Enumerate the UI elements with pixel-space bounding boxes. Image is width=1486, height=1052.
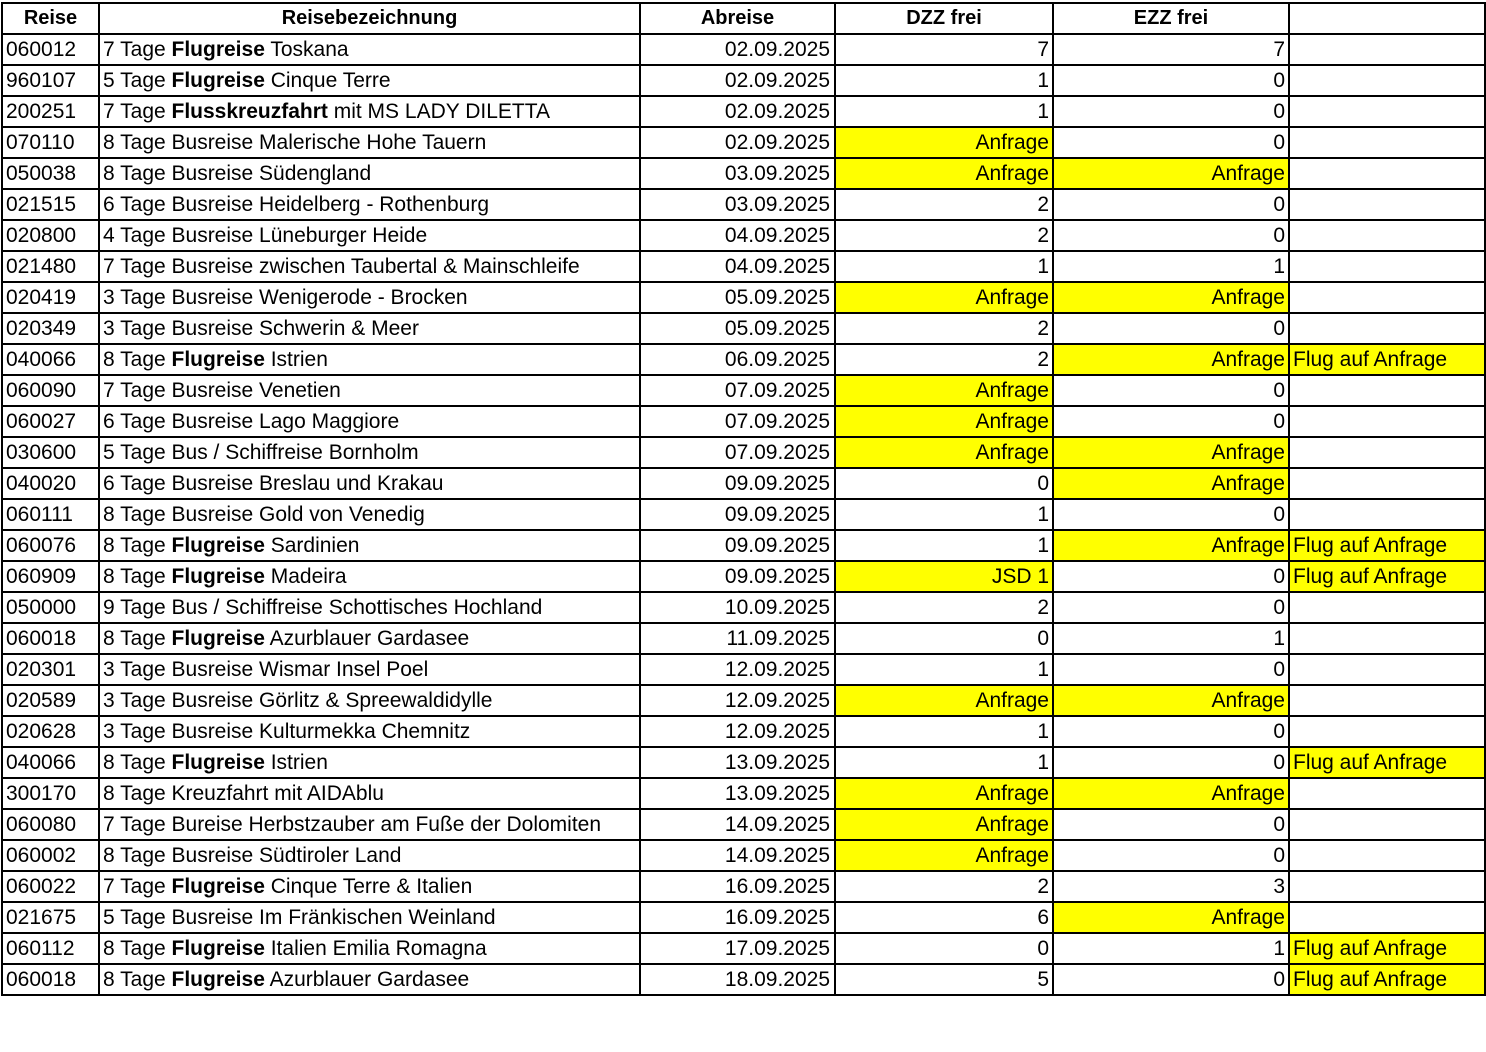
trip-id-cell: 060012 xyxy=(2,34,99,65)
table-row xyxy=(2,251,1485,282)
trip-description-cell xyxy=(99,189,640,220)
departure-date-cell: 02.09.2025 xyxy=(640,96,835,127)
header-dzz-frei: DZZ frei xyxy=(835,3,1053,34)
trip-id-cell: 021480 xyxy=(2,251,99,282)
trip-description-cell xyxy=(99,561,640,592)
ezz-free-cell: Anfrage xyxy=(1053,344,1289,375)
departure-date-cell: 11.09.2025 xyxy=(640,623,835,654)
flight-note-cell xyxy=(1289,251,1485,282)
description-text: 7 Tage Bureise Herbstzauber am Fuße der Dolomiten xyxy=(103,813,602,836)
flight-note-cell xyxy=(1289,158,1485,189)
dzz-free-cell: 2 xyxy=(835,189,1053,220)
description-travel-type: Flusskreuzfahrt xyxy=(171,100,328,123)
departure-date-cell: 09.09.2025 xyxy=(640,468,835,499)
trip-description-cell xyxy=(99,34,640,65)
flight-note-cell xyxy=(1289,840,1485,871)
description-text: 8 Tage xyxy=(103,937,172,960)
description-destination: Cinque Terre & Italien xyxy=(264,875,473,898)
departure-date-cell: 13.09.2025 xyxy=(640,747,835,778)
flight-note-cell xyxy=(1289,778,1485,809)
description-destination: Cinque Terre xyxy=(264,69,391,92)
description-destination: Istrien xyxy=(264,751,328,774)
description-travel-type: Flugreise xyxy=(171,69,265,92)
flight-note-cell xyxy=(1289,468,1485,499)
departure-date-cell: 09.09.2025 xyxy=(640,530,835,561)
ezz-free-cell: 0 xyxy=(1053,654,1289,685)
ezz-free-cell: Anfrage xyxy=(1053,778,1289,809)
table-row xyxy=(2,902,1485,933)
dzz-free-cell: 1 xyxy=(835,65,1053,96)
trip-description-cell xyxy=(99,158,640,189)
trip-description-cell xyxy=(99,127,640,158)
description-text: 8 Tage xyxy=(103,751,172,774)
trip-description-cell xyxy=(99,220,640,251)
ezz-free-cell: 1 xyxy=(1053,933,1289,964)
ezz-free-cell: 3 xyxy=(1053,871,1289,902)
flight-note-cell: Flug auf Anfrage xyxy=(1289,530,1485,561)
description-destination: Istrien xyxy=(264,348,328,371)
trip-id-cell: 200251 xyxy=(2,96,99,127)
departure-date-cell: 16.09.2025 xyxy=(640,902,835,933)
table-row xyxy=(2,778,1485,809)
description-text: 5 Tage Bus / Schiffreise Bornholm xyxy=(103,441,419,464)
dzz-free-cell: Anfrage xyxy=(835,158,1053,189)
dzz-free-cell: 1 xyxy=(835,747,1053,778)
table-row xyxy=(2,375,1485,406)
trip-id-cell: 021675 xyxy=(2,902,99,933)
description-text: 8 Tage xyxy=(103,968,172,991)
trip-id-cell: 020419 xyxy=(2,282,99,313)
departure-date-cell: 13.09.2025 xyxy=(640,778,835,809)
dzz-free-cell: 2 xyxy=(835,592,1053,623)
ezz-free-cell: 7 xyxy=(1053,34,1289,65)
departure-date-cell: 10.09.2025 xyxy=(640,592,835,623)
departure-date-cell: 18.09.2025 xyxy=(640,964,835,995)
trip-id-cell: 030600 xyxy=(2,437,99,468)
ezz-free-cell: 1 xyxy=(1053,623,1289,654)
dzz-free-cell: Anfrage xyxy=(835,375,1053,406)
departure-date-cell: 06.09.2025 xyxy=(640,344,835,375)
table-row xyxy=(2,220,1485,251)
departure-date-cell: 17.09.2025 xyxy=(640,933,835,964)
flight-note-cell xyxy=(1289,375,1485,406)
table-row xyxy=(2,530,1485,561)
dzz-free-cell: Anfrage xyxy=(835,127,1053,158)
trip-id-cell: 020800 xyxy=(2,220,99,251)
description-text: 8 Tage Busreise Südtiroler Land xyxy=(103,844,402,867)
dzz-free-cell: Anfrage xyxy=(835,778,1053,809)
departure-date-cell: 05.09.2025 xyxy=(640,313,835,344)
trip-id-cell: 020589 xyxy=(2,685,99,716)
departure-date-cell: 03.09.2025 xyxy=(640,158,835,189)
trip-description-cell xyxy=(99,840,640,871)
description-text: 3 Tage Busreise Wenigerode - Brocken xyxy=(103,286,468,309)
trip-description-cell xyxy=(99,933,640,964)
description-text: 6 Tage Busreise Breslau und Krakau xyxy=(103,472,444,495)
trip-id-cell: 060076 xyxy=(2,530,99,561)
description-text: 5 Tage Busreise Im Fränkischen Weinland xyxy=(103,906,496,929)
table-row xyxy=(2,592,1485,623)
dzz-free-cell: 6 xyxy=(835,902,1053,933)
trip-description-cell xyxy=(99,964,640,995)
ezz-free-cell: Anfrage xyxy=(1053,685,1289,716)
trip-description-cell xyxy=(99,778,640,809)
trip-description-cell xyxy=(99,65,640,96)
trip-id-cell: 070110 xyxy=(2,127,99,158)
departure-date-cell: 04.09.2025 xyxy=(640,220,835,251)
table-row xyxy=(2,809,1485,840)
flight-note-cell: Flug auf Anfrage xyxy=(1289,561,1485,592)
ezz-free-cell: 0 xyxy=(1053,96,1289,127)
departure-date-cell: 07.09.2025 xyxy=(640,406,835,437)
departure-date-cell: 02.09.2025 xyxy=(640,127,835,158)
departure-date-cell: 09.09.2025 xyxy=(640,499,835,530)
departure-date-cell: 09.09.2025 xyxy=(640,561,835,592)
description-travel-type: Flugreise xyxy=(171,875,265,898)
header-note xyxy=(1289,3,1485,34)
dzz-free-cell: 1 xyxy=(835,530,1053,561)
ezz-free-cell: Anfrage xyxy=(1053,437,1289,468)
flight-note-cell xyxy=(1289,189,1485,220)
trip-description-cell xyxy=(99,499,640,530)
trip-id-cell: 021515 xyxy=(2,189,99,220)
flight-note-cell xyxy=(1289,716,1485,747)
ezz-free-cell: 0 xyxy=(1053,561,1289,592)
ezz-free-cell: 0 xyxy=(1053,65,1289,96)
table-row xyxy=(2,561,1485,592)
ezz-free-cell: 0 xyxy=(1053,716,1289,747)
trip-id-cell: 060111 xyxy=(2,499,99,530)
description-destination: Madeira xyxy=(264,565,347,588)
trip-description-cell xyxy=(99,592,640,623)
ezz-free-cell: Anfrage xyxy=(1053,158,1289,189)
trip-description-cell xyxy=(99,747,640,778)
trip-description-cell xyxy=(99,406,640,437)
ezz-free-cell: Anfrage xyxy=(1053,468,1289,499)
dzz-free-cell: 1 xyxy=(835,96,1053,127)
description-text: 9 Tage Bus / Schiffreise Schottisches Hochland xyxy=(103,596,543,619)
ezz-free-cell: 0 xyxy=(1053,499,1289,530)
departure-date-cell: 02.09.2025 xyxy=(640,65,835,96)
table-row xyxy=(2,840,1485,871)
dzz-free-cell: 1 xyxy=(835,654,1053,685)
dzz-free-cell: Anfrage xyxy=(835,840,1053,871)
flight-note-cell xyxy=(1289,623,1485,654)
ezz-free-cell: 0 xyxy=(1053,220,1289,251)
departure-date-cell: 14.09.2025 xyxy=(640,809,835,840)
header-reisebezeichnung: Reisebezeichnung xyxy=(99,3,640,34)
header-row xyxy=(2,3,1485,34)
dzz-free-cell: JSD 1 xyxy=(835,561,1053,592)
ezz-free-cell: 0 xyxy=(1053,747,1289,778)
departure-date-cell: 12.09.2025 xyxy=(640,654,835,685)
table-row xyxy=(2,964,1485,995)
description-text: 7 Tage Busreise Venetien xyxy=(103,379,341,402)
table-row xyxy=(2,685,1485,716)
header-reise: Reise xyxy=(2,3,99,34)
flight-note-cell xyxy=(1289,65,1485,96)
ezz-free-cell: Anfrage xyxy=(1053,282,1289,313)
trip-id-cell: 960107 xyxy=(2,65,99,96)
trip-id-cell: 020301 xyxy=(2,654,99,685)
flight-note-cell: Flug auf Anfrage xyxy=(1289,747,1485,778)
description-text: 3 Tage Busreise Schwerin & Meer xyxy=(103,317,419,340)
trip-id-cell: 050000 xyxy=(2,592,99,623)
trip-description-cell xyxy=(99,468,640,499)
flight-note-cell xyxy=(1289,654,1485,685)
description-travel-type: Flugreise xyxy=(171,348,265,371)
description-destination: Azurblauer Gardasee xyxy=(264,627,470,650)
table-row xyxy=(2,716,1485,747)
description-travel-type: Flugreise xyxy=(171,627,265,650)
trip-id-cell: 060090 xyxy=(2,375,99,406)
flight-note-cell xyxy=(1289,809,1485,840)
departure-date-cell: 07.09.2025 xyxy=(640,375,835,406)
ezz-free-cell: Anfrage xyxy=(1053,902,1289,933)
table-body xyxy=(2,34,1485,995)
ezz-free-cell: 0 xyxy=(1053,964,1289,995)
description-text: 8 Tage Kreuzfahrt mit AIDAblu xyxy=(103,782,384,805)
travel-availability-table xyxy=(1,2,1486,996)
trip-id-cell: 060112 xyxy=(2,933,99,964)
ezz-free-cell: 0 xyxy=(1053,840,1289,871)
description-text: 8 Tage xyxy=(103,627,172,650)
departure-date-cell: 02.09.2025 xyxy=(640,34,835,65)
departure-date-cell: 16.09.2025 xyxy=(640,871,835,902)
table-row xyxy=(2,933,1485,964)
description-travel-type: Flugreise xyxy=(171,534,265,557)
flight-note-cell xyxy=(1289,592,1485,623)
trip-description-cell xyxy=(99,809,640,840)
table-row xyxy=(2,158,1485,189)
description-text: 8 Tage xyxy=(103,565,172,588)
dzz-free-cell: Anfrage xyxy=(835,406,1053,437)
trip-id-cell: 060080 xyxy=(2,809,99,840)
description-text: 6 Tage Busreise Lago Maggiore xyxy=(103,410,400,433)
departure-date-cell: 03.09.2025 xyxy=(640,189,835,220)
description-travel-type: Flugreise xyxy=(171,751,265,774)
flight-note-cell xyxy=(1289,127,1485,158)
dzz-free-cell: 0 xyxy=(835,623,1053,654)
trip-id-cell: 040020 xyxy=(2,468,99,499)
trip-id-cell: 020628 xyxy=(2,716,99,747)
flight-note-cell: Flug auf Anfrage xyxy=(1289,964,1485,995)
departure-date-cell: 12.09.2025 xyxy=(640,716,835,747)
trip-description-cell xyxy=(99,623,640,654)
trip-id-cell: 060002 xyxy=(2,840,99,871)
table-row xyxy=(2,623,1485,654)
ezz-free-cell: 1 xyxy=(1053,251,1289,282)
trip-description-cell xyxy=(99,530,640,561)
ezz-free-cell: 0 xyxy=(1053,406,1289,437)
trip-id-cell: 060022 xyxy=(2,871,99,902)
table-row xyxy=(2,313,1485,344)
trip-description-cell xyxy=(99,251,640,282)
table-row xyxy=(2,468,1485,499)
table-row xyxy=(2,282,1485,313)
description-text: 7 Tage xyxy=(103,38,172,61)
dzz-free-cell: 1 xyxy=(835,716,1053,747)
description-text: 7 Tage xyxy=(103,100,172,123)
description-destination: Toskana xyxy=(264,38,349,61)
departure-date-cell: 05.09.2025 xyxy=(640,282,835,313)
table-row xyxy=(2,499,1485,530)
dzz-free-cell: 7 xyxy=(835,34,1053,65)
description-travel-type: Flugreise xyxy=(171,937,265,960)
trip-description-cell xyxy=(99,871,640,902)
header-ezz-frei: EZZ frei xyxy=(1053,3,1289,34)
dzz-free-cell: 1 xyxy=(835,251,1053,282)
trip-id-cell: 300170 xyxy=(2,778,99,809)
table-row xyxy=(2,747,1485,778)
dzz-free-cell: Anfrage xyxy=(835,685,1053,716)
flight-note-cell xyxy=(1289,685,1485,716)
ezz-free-cell: 0 xyxy=(1053,313,1289,344)
description-text: 3 Tage Busreise Görlitz & Spreewaldidylle xyxy=(103,689,493,712)
description-text: 6 Tage Busreise Heidelberg - Rothenburg xyxy=(103,193,490,216)
dzz-free-cell: 0 xyxy=(835,468,1053,499)
flight-note-cell xyxy=(1289,499,1485,530)
flight-note-cell xyxy=(1289,313,1485,344)
description-travel-type: Flugreise xyxy=(171,38,265,61)
description-travel-type: Flugreise xyxy=(171,565,265,588)
trip-description-cell xyxy=(99,344,640,375)
table-row xyxy=(2,65,1485,96)
trip-description-cell xyxy=(99,685,640,716)
description-text: 8 Tage Busreise Südengland xyxy=(103,162,372,185)
departure-date-cell: 14.09.2025 xyxy=(640,840,835,871)
trip-id-cell: 040066 xyxy=(2,344,99,375)
description-destination: Sardinien xyxy=(264,534,360,557)
ezz-free-cell: 0 xyxy=(1053,592,1289,623)
flight-note-cell xyxy=(1289,437,1485,468)
trip-description-cell xyxy=(99,902,640,933)
flight-note-cell xyxy=(1289,220,1485,251)
flight-note-cell xyxy=(1289,34,1485,65)
table-row xyxy=(2,406,1485,437)
trip-description-cell xyxy=(99,282,640,313)
description-text: 7 Tage xyxy=(103,875,172,898)
flight-note-cell: Flug auf Anfrage xyxy=(1289,344,1485,375)
departure-date-cell: 12.09.2025 xyxy=(640,685,835,716)
ezz-free-cell: 0 xyxy=(1053,127,1289,158)
trip-id-cell: 050038 xyxy=(2,158,99,189)
ezz-free-cell: Anfrage xyxy=(1053,530,1289,561)
dzz-free-cell: 0 xyxy=(835,933,1053,964)
trip-id-cell: 060909 xyxy=(2,561,99,592)
description-text: 7 Tage Busreise zwischen Taubertal & Mainschleife xyxy=(103,255,580,278)
dzz-free-cell: Anfrage xyxy=(835,437,1053,468)
table-row xyxy=(2,344,1485,375)
description-travel-type: Flugreise xyxy=(171,968,265,991)
description-text: 3 Tage Busreise Kulturmekka Chemnitz xyxy=(103,720,471,743)
table-row xyxy=(2,34,1485,65)
trip-description-cell xyxy=(99,437,640,468)
dzz-free-cell: Anfrage xyxy=(835,282,1053,313)
ezz-free-cell: 0 xyxy=(1053,189,1289,220)
ezz-free-cell: 0 xyxy=(1053,375,1289,406)
table-row xyxy=(2,654,1485,685)
flight-note-cell xyxy=(1289,902,1485,933)
dzz-free-cell: Anfrage xyxy=(835,809,1053,840)
trip-description-cell xyxy=(99,654,640,685)
departure-date-cell: 07.09.2025 xyxy=(640,437,835,468)
dzz-free-cell: 2 xyxy=(835,871,1053,902)
flight-note-cell xyxy=(1289,406,1485,437)
description-text: 5 Tage xyxy=(103,69,172,92)
trip-id-cell: 060018 xyxy=(2,964,99,995)
description-text: 8 Tage xyxy=(103,348,172,371)
ezz-free-cell: 0 xyxy=(1053,809,1289,840)
description-text: 8 Tage xyxy=(103,534,172,557)
flight-note-cell: Flug auf Anfrage xyxy=(1289,933,1485,964)
description-text: 4 Tage Busreise Lüneburger Heide xyxy=(103,224,428,247)
flight-note-cell xyxy=(1289,871,1485,902)
description-destination: mit MS LADY DILETTA xyxy=(327,100,550,123)
description-text: 8 Tage Busreise Gold von Venedig xyxy=(103,503,425,526)
dzz-free-cell: 2 xyxy=(835,313,1053,344)
dzz-free-cell: 5 xyxy=(835,964,1053,995)
flight-note-cell xyxy=(1289,96,1485,127)
description-destination: Italien Emilia Romagna xyxy=(264,937,487,960)
trip-id-cell: 060018 xyxy=(2,623,99,654)
trip-description-cell xyxy=(99,313,640,344)
departure-date-cell: 04.09.2025 xyxy=(640,251,835,282)
dzz-free-cell: 1 xyxy=(835,499,1053,530)
description-text: 3 Tage Busreise Wismar Insel Poel xyxy=(103,658,429,681)
trip-id-cell: 060027 xyxy=(2,406,99,437)
table-row xyxy=(2,189,1485,220)
description-text: 8 Tage Busreise Malerische Hohe Tauern xyxy=(103,131,487,154)
header-abreise: Abreise xyxy=(640,3,835,34)
table-row xyxy=(2,437,1485,468)
trip-description-cell xyxy=(99,716,640,747)
table-row xyxy=(2,127,1485,158)
trip-id-cell: 020349 xyxy=(2,313,99,344)
trip-description-cell xyxy=(99,96,640,127)
trip-description-cell xyxy=(99,375,640,406)
description-destination: Azurblauer Gardasee xyxy=(264,968,470,991)
trip-id-cell: 040066 xyxy=(2,747,99,778)
dzz-free-cell: 2 xyxy=(835,344,1053,375)
table-row xyxy=(2,871,1485,902)
table-row xyxy=(2,96,1485,127)
flight-note-cell xyxy=(1289,282,1485,313)
dzz-free-cell: 2 xyxy=(835,220,1053,251)
